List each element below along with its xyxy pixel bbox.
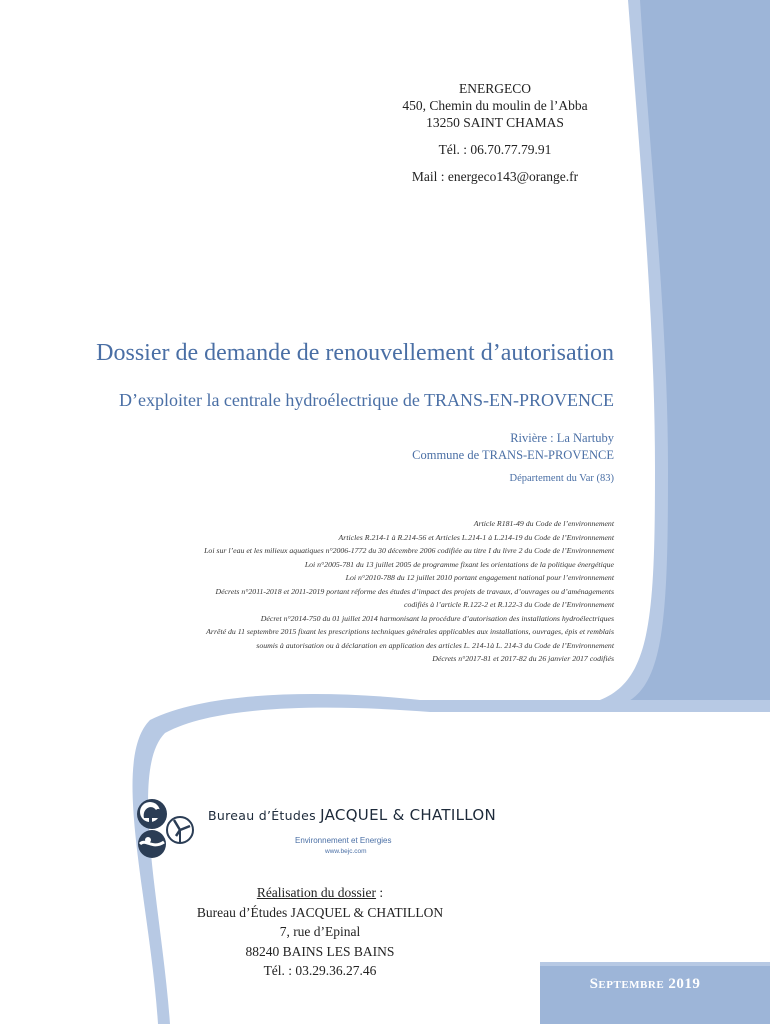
department-label: Département du Var (83) xyxy=(509,473,614,484)
legal-references xyxy=(100,517,614,666)
river-label: Rivière : La Nartuby xyxy=(510,431,614,445)
realisation-colon: : xyxy=(376,885,384,900)
document-date: Septembre 2019 xyxy=(589,976,701,992)
client-mail: Mail : energeco143@orange.fr xyxy=(411,169,579,184)
legal-ref: Loi n°2005-781 du 13 juillet 2005 de programme fixant les orientations de la politique énergétique xyxy=(304,559,614,569)
location-block xyxy=(300,430,614,487)
client-address-line2: 13250 SAINT CHAMAS xyxy=(426,115,564,130)
realisation-city: 88240 BAINS LES BAINS xyxy=(245,943,395,959)
client-address-line1: 450, Chemin du moulin de l’Abba xyxy=(402,98,588,113)
legal-ref: Décret n°2014-750 du 01 juillet 2014 harmonisant la procédure d’autorisation des installations hydroélectriques xyxy=(260,613,614,623)
legal-ref: Loi n°2010-788 du 12 juillet 2010 portant engagement national pour l’environnement xyxy=(345,573,614,582)
logo-name-prefix: Bureau d’Études xyxy=(208,808,321,823)
realisation-heading-line xyxy=(170,883,470,903)
legal-ref: Décrets n°2011-2018 et 2011-2019 portant réforme des études d’impact des projets de travaux, d’ouvrages ou d’aménagements xyxy=(215,586,614,596)
legal-ref: Loi sur l’eau et les milieux aquatiques n°2006-1772 du 30 décembre 2006 codifiée au titre I du livre 2 du Code de l’Environnement xyxy=(204,546,614,555)
document-title: Dossier de demande de renouvellement d’autorisation xyxy=(96,340,614,366)
commune-label: Commune de TRANS-EN-PROVENCE xyxy=(412,448,614,462)
company-logo xyxy=(130,796,510,866)
logo-emblem-icon xyxy=(130,796,206,864)
legal-ref: Décrets n°2017-81 et 2017-82 du 26 janvier 2017 codifiés xyxy=(432,654,614,663)
realisation-block xyxy=(170,883,470,981)
logo-company-name xyxy=(208,806,496,824)
legal-ref: Arrêté du 11 septembre 2015 fixant les prescriptions techniques générales applicables aux installations, ouvrages, épis et remblais xyxy=(206,627,614,636)
legal-ref: soumis à autorisation ou à déclaration en application des articles L. 214-1à L. 214-3 du Code de l’Environnement xyxy=(256,640,614,650)
realisation-heading: Réalisation du dossier xyxy=(256,885,377,900)
client-name: ENERGECO xyxy=(459,81,531,96)
legal-ref: Article R181-49 du Code de l’environnement xyxy=(473,519,614,528)
logo-name-main: JACQUEL & CHATILLON xyxy=(320,806,496,824)
logo-tagline: Environnement et Energies xyxy=(295,836,392,845)
legal-ref: Articles R.214-1 à R.214-56 et Articles L.214-1 à L.214-19 du Code de l’Environnement xyxy=(338,532,614,542)
realisation-company: Bureau d’Études JACQUEL & CHATILLON xyxy=(196,904,444,920)
realisation-street: 7, rue d’Epinal xyxy=(279,924,361,939)
legal-ref: codifiés à l’article R.122-2 et R.122-3 du Code de l’Environnement xyxy=(404,600,614,609)
logo-url: www.bejc.com xyxy=(325,848,367,855)
client-block xyxy=(330,80,660,185)
client-phone: Tél. : 06.70.77.79.91 xyxy=(438,142,552,157)
document-subtitle: D’exploiter la centrale hydroélectrique de TRANS-EN-PROVENCE xyxy=(118,390,614,410)
realisation-phone: Tél. : 03.29.36.27.46 xyxy=(263,963,377,978)
